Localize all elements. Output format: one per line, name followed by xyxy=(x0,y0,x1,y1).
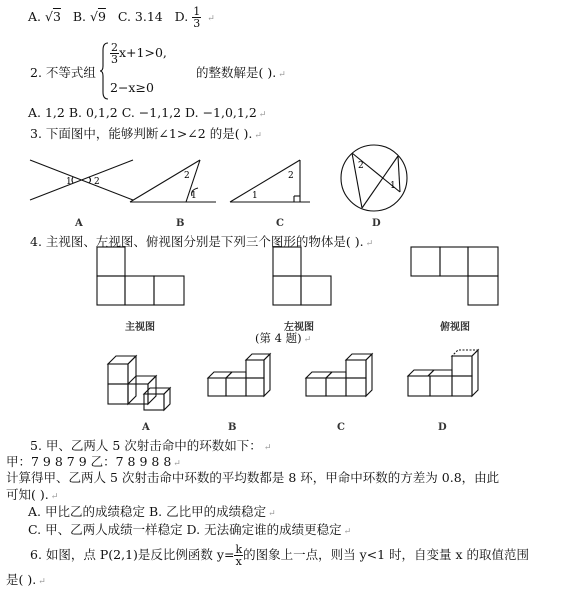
q4-solid-a-label: A xyxy=(142,422,150,433)
q2-inequality-1 xyxy=(110,42,167,65)
q6-line-2: 是( ). ↵ xyxy=(6,572,46,587)
q3-d-angle-2: 2 xyxy=(358,161,364,171)
q2-inequality-2: 2−x≥0 xyxy=(110,80,154,95)
q2-ineq1-numerator: 2 xyxy=(111,41,118,54)
q3-stem: 3. 下面图中，能够判断∠1>∠2 的是( ). ↵ xyxy=(30,126,262,141)
q2-suffix: 的整数解是( ). ↵ xyxy=(196,65,286,80)
q4-left-view xyxy=(272,246,334,308)
q3-figure-c-label: C xyxy=(276,218,284,229)
q5-option-cd: C. 甲、乙两人成绩一样稳定 D. 无法确定谁的成绩更稳定 ↵ xyxy=(28,522,352,537)
q2-inequality-system xyxy=(100,42,190,100)
q5-data-line: 甲：7 9 8 7 9 乙：7 8 9 8 8 ↵ xyxy=(6,454,181,469)
q1-option-c: C. 3.14 xyxy=(117,9,163,24)
q1-d-numerator: 1 xyxy=(193,5,201,18)
q3-figure-b xyxy=(128,156,228,206)
q4-solid-d-label: D xyxy=(438,422,447,433)
q4-solid-c xyxy=(304,354,378,412)
q3-c-angle-2: 2 xyxy=(288,171,294,181)
q3-figure-c xyxy=(228,156,328,206)
q4-front-view xyxy=(96,246,188,308)
q3-c-angle-1: 1 xyxy=(252,191,258,201)
q6-fraction: $\frac{k}{x}$ xyxy=(235,543,243,568)
q3-b-angle-2: 2 xyxy=(184,171,190,181)
q5-text-line-1: 计算得甲、乙两人 5 次射击命中环数的平均数都是 8 环，甲命中环数的方差为 0.8，由此 xyxy=(6,470,500,485)
q4-caption: (第 4 题) ↵ xyxy=(255,331,312,345)
q3-figure-b-label: B xyxy=(176,218,185,229)
q5-stem: 5. 甲、乙两人 5 次射击命中的环数如下： ↵ xyxy=(30,438,272,453)
q1-option-d-fraction xyxy=(192,6,201,29)
q3-figure-d-label: D xyxy=(372,218,381,229)
q3-a-angle-1: 1 xyxy=(66,177,72,187)
q3-a-angle-2: 2 xyxy=(94,177,100,187)
q4-front-view-label: 主视图 xyxy=(125,322,155,333)
q3-figure-d xyxy=(338,142,410,214)
q4-left-view-label: 左视图 xyxy=(284,322,314,333)
q1-option-d-label: D. xyxy=(174,9,189,24)
q4-stem: 4. 主视图、左视图、俯视图分别是下列三个图形的物体是( ). ↵ xyxy=(30,234,374,249)
q1-option-b-sqrt: √9 xyxy=(90,9,106,24)
q4-solid-d xyxy=(406,348,486,412)
q5-text-line-2: 可知( ). ↵ xyxy=(6,487,59,502)
q4-solid-b-label: B xyxy=(228,422,237,433)
q1-option-a-label: A. xyxy=(28,9,42,24)
q1-option-b-label: B. xyxy=(72,9,87,24)
q6-line-1: 6. 如图，点 P(2,1)是反比例函数 y= $\frac{k}{x}$ 的图象上一点，则当 y<1 时，自变量 x 的取值范围 xyxy=(30,543,530,568)
q1-option-a-sqrt: √3 xyxy=(45,9,61,24)
q1-option-a-radicand: 3 xyxy=(52,9,61,24)
q3-b-angle-1: 1 xyxy=(191,191,197,201)
q2-ineq1-tail: x+1>0, xyxy=(119,45,167,60)
q1-option-b-radicand: 9 xyxy=(97,9,106,24)
q2-brace xyxy=(100,42,110,100)
q5-option-ab: A. 甲比乙的成绩稳定 B. 乙比甲的成绩稳定 ↵ xyxy=(28,504,276,519)
paragraph-mark: ↵ xyxy=(207,14,215,24)
q2-options: A. 1,2 B. 0,1,2 C. −1,1,2 D. −1,0,1,2 ↵ xyxy=(28,105,267,120)
q2-prefix: 2. 不等式组 xyxy=(30,65,96,80)
q4-solid-b xyxy=(206,354,276,412)
q3-figure-a-label: A xyxy=(75,218,83,229)
q1-d-denominator: 3 xyxy=(193,17,201,30)
q4-top-view xyxy=(410,246,502,308)
q4-solid-c-label: C xyxy=(337,422,345,433)
q1-options xyxy=(28,6,215,29)
q2-ineq1-denominator: 3 xyxy=(111,53,118,66)
q3-d-angle-1: 1 xyxy=(390,181,396,191)
q3-figure-a xyxy=(28,156,138,206)
q4-top-view-label: 俯视图 xyxy=(440,322,470,333)
q4-solid-a xyxy=(106,350,172,412)
